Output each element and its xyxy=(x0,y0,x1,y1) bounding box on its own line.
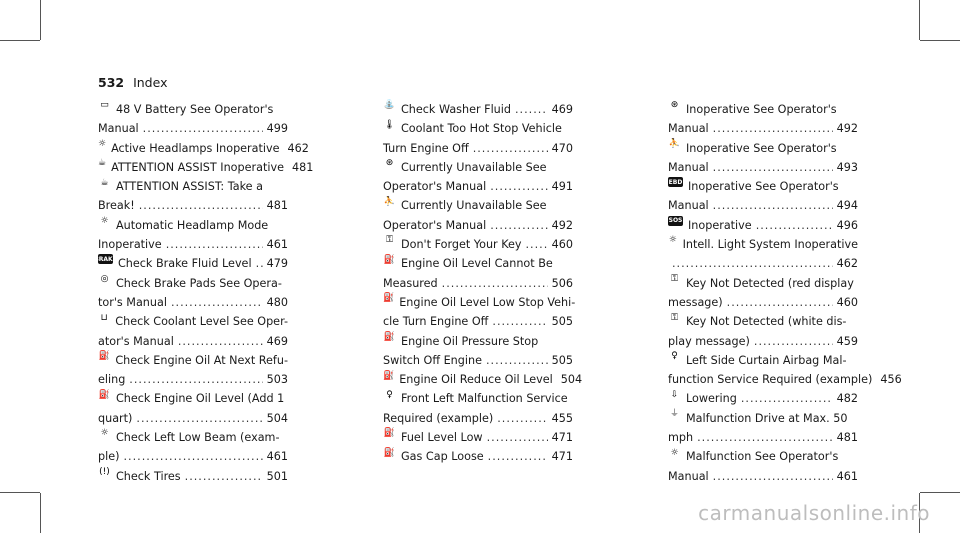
dot-leader xyxy=(139,196,263,215)
index-entry-text: Malfunction Drive at Max. 50 xyxy=(686,411,848,425)
index-entry-text: tor's Manual xyxy=(98,295,167,309)
index-entry-text: ATTENTION ASSIST: Take a xyxy=(116,180,263,194)
index-entry-line xyxy=(383,428,573,447)
index-entry-line xyxy=(668,216,858,235)
brake-icon: BRAKE xyxy=(94,255,117,263)
index-entry[interactable] xyxy=(668,177,858,216)
index-entry-text: Operator's Manual xyxy=(383,218,487,232)
airbag-icon: ♀ xyxy=(671,351,678,362)
index-page-number: 493 xyxy=(836,160,858,174)
index-entry[interactable] xyxy=(383,254,573,293)
index-entry-line xyxy=(98,119,288,138)
index-entry-text: Check Engine Oil At Next Refu- xyxy=(115,353,288,367)
index-entry-line xyxy=(94,254,288,273)
index-page-number: 481 xyxy=(836,431,858,445)
index-entry-line xyxy=(98,428,288,447)
index-entry-text: Active Headlamps Inoperative xyxy=(111,141,280,155)
index-page-number: 492 xyxy=(551,218,573,232)
index-entry-line xyxy=(668,312,858,331)
index-entry-line xyxy=(668,158,858,177)
index-entry-line xyxy=(98,100,288,119)
index-entry-line xyxy=(98,158,314,177)
dot-leader xyxy=(143,119,263,138)
index-entry-line xyxy=(383,216,573,235)
index-entry-line xyxy=(668,177,858,196)
index-entry-line xyxy=(383,370,583,389)
dot-leader xyxy=(185,467,263,486)
index-entry-text: Manual xyxy=(668,469,709,483)
index-page-number: 461 xyxy=(266,450,288,464)
index-page-number: 460 xyxy=(551,238,573,252)
index-page-number: 462 xyxy=(287,141,309,155)
dot-leader xyxy=(526,235,548,254)
ebd-icon: EBD xyxy=(668,178,683,186)
index-entry-line xyxy=(383,196,573,215)
attention-assist-icon: ☕ xyxy=(98,158,107,169)
index-page-number: 481 xyxy=(291,160,314,174)
watermark: carmanualsonline.info xyxy=(698,501,930,525)
index-entry-line xyxy=(668,447,858,466)
index-entry-line xyxy=(383,274,573,293)
index-page-number: 494 xyxy=(836,199,858,213)
index-entry-text: Intell. Light System Inoperative xyxy=(682,238,858,252)
dot-leader xyxy=(713,467,833,486)
crop-mark xyxy=(40,0,41,40)
index-entry-line xyxy=(668,254,858,273)
index-entry-text: Manual xyxy=(668,122,709,136)
headlamp-icon: ☼ xyxy=(100,428,109,439)
key-icon: ⚿ xyxy=(386,235,393,246)
crop-mark xyxy=(920,40,960,41)
index-entry[interactable] xyxy=(668,351,902,390)
index-page-number: 482 xyxy=(836,392,858,406)
dot-leader xyxy=(515,100,548,119)
index-page-number: 499 xyxy=(266,122,288,136)
washer-fluid-icon: ⛲ xyxy=(383,100,396,111)
dot-leader xyxy=(713,196,833,215)
index-entry[interactable] xyxy=(98,351,288,390)
index-entry-text: Check Washer Fluid xyxy=(401,103,511,116)
index-entry-line xyxy=(98,351,288,370)
index-entry-text: 48 V Battery See Operator's xyxy=(116,103,274,116)
index-entry[interactable] xyxy=(383,332,573,371)
index-page-number: 504 xyxy=(266,411,288,425)
index-page-number: 505 xyxy=(551,315,573,329)
index-entry[interactable] xyxy=(98,312,288,351)
sos-icon: SOS xyxy=(668,217,683,225)
seat-icon: ⛹ xyxy=(383,196,396,207)
oil-can-icon: ⛽ xyxy=(383,370,395,381)
index-entry-line xyxy=(668,409,858,428)
index-page-number: 481 xyxy=(266,199,288,213)
index-entry-text: Check Brake Fluid Level xyxy=(118,257,252,271)
crop-mark xyxy=(0,40,40,41)
index-entry-text: ator's Manual xyxy=(98,334,174,348)
index-entry[interactable] xyxy=(98,100,288,139)
index-entry[interactable] xyxy=(98,467,288,486)
index-entry[interactable] xyxy=(98,428,288,467)
index-entry-line xyxy=(383,389,573,408)
index-entry-text: Manual xyxy=(668,199,709,213)
seat-icon: ⛹ xyxy=(668,138,681,149)
crop-mark xyxy=(919,0,920,40)
index-page-number: 491 xyxy=(551,180,573,194)
dot-leader xyxy=(490,177,547,196)
index-entry[interactable] xyxy=(668,216,858,235)
index-entry-text: Inoperative See Operator's xyxy=(686,103,837,116)
dot-leader xyxy=(129,370,262,389)
index-entry-text: Don't Forget Your Key xyxy=(401,238,522,252)
index-entry-text: quart) xyxy=(98,411,133,425)
service-icon: ⊛ xyxy=(385,158,394,169)
index-entry[interactable] xyxy=(668,447,858,486)
index-entry-text: Inoperative See Operator's xyxy=(688,180,839,194)
index-entry-line xyxy=(383,332,573,351)
index-entry-line xyxy=(383,119,573,138)
oil-can-icon: ⛽ xyxy=(383,293,395,304)
index-entry-text: Measured xyxy=(383,276,438,290)
index-entry[interactable] xyxy=(383,428,573,447)
index-entry-text: message) xyxy=(668,295,723,309)
index-entry[interactable] xyxy=(98,274,288,313)
index-entry[interactable] xyxy=(383,447,573,466)
oil-can-icon: ⛽ xyxy=(383,254,396,265)
index-entry-line xyxy=(668,235,858,254)
index-page-number: 469 xyxy=(266,334,288,348)
index-entry-line xyxy=(98,177,288,196)
index-entry-text: Check Coolant Level See Oper- xyxy=(115,315,288,329)
crop-mark xyxy=(920,492,960,493)
index-entry[interactable] xyxy=(98,177,288,216)
tire-pressure-icon: (!) xyxy=(99,467,110,477)
index-entry-text: Engine Oil Reduce Oil Level xyxy=(399,373,553,387)
index-entry-text: Inoperative xyxy=(688,218,752,232)
dot-leader xyxy=(178,332,263,351)
dot-leader xyxy=(756,216,833,235)
index-entry-text: Currently Unavailable See xyxy=(401,199,547,213)
index-entry-line xyxy=(98,332,288,351)
index-entry-line xyxy=(98,196,288,215)
index-entry-line xyxy=(383,312,573,331)
index-entry-line xyxy=(668,332,858,351)
index-entry-text: Check Engine Oil Level (Add 1 xyxy=(116,392,285,406)
index-entry-line xyxy=(383,235,573,254)
index-column-2 xyxy=(383,100,583,467)
index-entry-text: cle Turn Engine Off xyxy=(383,315,489,329)
index-entry-line xyxy=(98,293,288,312)
index-entry[interactable] xyxy=(383,293,576,332)
index-entry-line xyxy=(383,100,573,119)
page-header xyxy=(98,75,168,90)
headlamp-icon: ☼ xyxy=(98,138,107,149)
index-entry-text: Automatic Headlamp Mode xyxy=(116,218,269,232)
dot-leader xyxy=(754,332,833,351)
index-entry-line xyxy=(383,177,573,196)
index-entry-line xyxy=(98,235,288,254)
index-entry[interactable] xyxy=(98,138,309,158)
index-entry-line xyxy=(98,467,288,486)
index-page-number: 492 xyxy=(836,122,858,136)
fuel-icon: ⛽ xyxy=(383,447,396,458)
coolant-level-icon: ⊔ xyxy=(100,312,108,323)
dot-leader xyxy=(697,428,833,447)
index-entry[interactable] xyxy=(94,254,288,273)
index-entry-text: Lowering xyxy=(686,392,737,406)
index-entry-text: Malfunction See Operator's xyxy=(686,450,839,464)
dot-leader xyxy=(488,447,548,466)
index-entry-line xyxy=(98,274,288,293)
dot-leader xyxy=(727,293,833,312)
index-entry-line xyxy=(383,254,573,273)
index-entry-line xyxy=(668,467,858,486)
index-entry[interactable] xyxy=(668,312,858,351)
oil-can-icon: ⛽ xyxy=(383,331,396,342)
index-entry[interactable] xyxy=(383,158,573,197)
index-entry-text: Engine Oil Pressure Stop xyxy=(401,334,539,348)
index-entry-text: Key Not Detected (red display xyxy=(686,276,854,290)
index-entry-line xyxy=(98,138,309,158)
key-icon: ⚿ xyxy=(671,274,678,285)
index-entry[interactable] xyxy=(383,100,573,119)
index-page-number: 479 xyxy=(266,257,288,271)
oil-can-icon: ⛽ xyxy=(98,389,111,400)
dot-leader xyxy=(473,139,548,158)
index-page-number: 480 xyxy=(266,295,288,309)
index-entry[interactable] xyxy=(668,274,858,313)
index-column-1 xyxy=(94,100,314,486)
index-page-number: 504 xyxy=(560,373,583,387)
index-entry-line xyxy=(98,409,288,428)
headlamp-icon: ☼ xyxy=(668,235,677,246)
dot-leader xyxy=(497,409,547,428)
index-page-number: 459 xyxy=(836,334,858,348)
index-entry-text: function Service Required (example) xyxy=(668,373,873,387)
crop-mark xyxy=(40,493,41,533)
index-entry-text: Gas Cap Loose xyxy=(401,450,484,464)
index-entry-text: Inoperative See Operator's xyxy=(686,141,837,155)
index-entry-text: Coolant Too Hot Stop Vehicle xyxy=(401,122,562,136)
index-page-number: 503 xyxy=(266,373,288,387)
index-entry-line xyxy=(383,158,573,177)
index-page-number: 461 xyxy=(836,469,858,483)
index-entry-text: mph xyxy=(668,431,694,445)
index-page-number: 456 xyxy=(880,373,902,387)
index-entry-text: Manual xyxy=(668,160,709,174)
attention-assist-icon: ☕ xyxy=(100,177,109,188)
lowering-icon: ⇩ xyxy=(670,389,679,400)
index-entry-line xyxy=(668,139,858,158)
index-entry-text: Key Not Detected (white dis- xyxy=(686,315,847,329)
brake-pads-icon: ◎ xyxy=(100,274,109,285)
index-page-number: 471 xyxy=(551,431,573,445)
index-entry-text: ATTENTION ASSIST Inoperative xyxy=(111,160,284,174)
index-entry-line xyxy=(668,428,858,447)
index-entry-line xyxy=(383,447,573,466)
index-entry-text: Currently Unavailable See xyxy=(401,160,547,174)
crop-mark xyxy=(0,492,40,493)
index-page-number: 455 xyxy=(551,411,573,425)
index-entry-line xyxy=(668,293,858,312)
index-entry-text: Switch Off Engine xyxy=(383,353,482,367)
index-entry-text: Front Left Malfunction Service xyxy=(401,392,568,406)
dot-leader xyxy=(136,409,262,428)
index-entry-text: Check Left Low Beam (exam- xyxy=(116,431,280,445)
index-entry-line xyxy=(668,389,858,408)
page-number: 532 xyxy=(98,75,125,90)
index-entry-text: Inoperative xyxy=(98,238,162,252)
dot-leader xyxy=(442,274,548,293)
key-icon: ⚿ xyxy=(671,312,678,323)
index-page-number: 470 xyxy=(551,141,573,155)
index-page-number: 460 xyxy=(836,295,858,309)
index-entry[interactable] xyxy=(98,389,288,428)
index-entry-text: Break! xyxy=(98,199,135,213)
dot-leader xyxy=(123,447,262,466)
headlamp-icon: ☼ xyxy=(100,216,109,227)
index-page-number: 496 xyxy=(836,218,858,232)
index-entry-line xyxy=(98,216,288,235)
index-column-3 xyxy=(668,100,902,486)
index-entry-text: Engine Oil Level Cannot Be xyxy=(401,257,553,271)
index-entry-text: ple) xyxy=(98,450,120,464)
index-page-number: 462 xyxy=(836,257,858,271)
index-entry[interactable] xyxy=(668,409,858,448)
page-title: Index xyxy=(133,75,168,90)
index-entry-text: Turn Engine Off xyxy=(383,141,469,155)
index-entry-line xyxy=(383,409,573,428)
dot-leader xyxy=(166,235,263,254)
drive-icon: ⏚ xyxy=(669,409,679,420)
headlamp-icon: ☼ xyxy=(670,447,679,458)
index-entry-line xyxy=(383,293,576,312)
index-page-number: 501 xyxy=(266,469,288,483)
index-entry[interactable] xyxy=(668,389,858,408)
index-entry-line xyxy=(98,370,288,389)
index-page-number: 506 xyxy=(551,276,573,290)
index-entry[interactable] xyxy=(383,235,573,254)
index-entry-line xyxy=(668,119,858,138)
index-entry-line xyxy=(668,196,858,215)
index-entry-text: Engine Oil Level Low Stop Vehi- xyxy=(399,295,576,309)
dot-leader xyxy=(490,216,547,235)
index-entry-text: play message) xyxy=(668,334,750,348)
index-entry[interactable] xyxy=(98,216,288,255)
dot-leader xyxy=(741,389,833,408)
index-page-number: 461 xyxy=(266,238,288,252)
oil-can-icon: ⛽ xyxy=(98,351,110,362)
index-entry-line xyxy=(668,100,858,119)
index-entry-line xyxy=(98,312,288,331)
index-entry[interactable] xyxy=(668,100,858,139)
index-entry[interactable] xyxy=(383,370,583,389)
battery-icon: ▭ xyxy=(100,100,109,111)
index-entry-text: Fuel Level Low xyxy=(401,431,483,445)
fuel-icon: ⛽ xyxy=(383,428,396,439)
index-entry-text: Manual xyxy=(98,122,139,136)
coolant-temp-icon: 🌡 xyxy=(383,119,396,130)
index-page-number: 469 xyxy=(551,103,573,116)
index-entry-line xyxy=(98,389,288,408)
index-entry[interactable] xyxy=(383,389,573,428)
service-icon: ⊛ xyxy=(670,100,679,111)
index-entry-line xyxy=(668,370,902,389)
index-entry-line xyxy=(383,139,573,158)
index-entry-text: Left Side Curtain Airbag Mal- xyxy=(686,353,847,367)
index-entry[interactable] xyxy=(98,158,314,177)
index-entry[interactable] xyxy=(383,196,573,235)
index-entry-line xyxy=(98,447,288,466)
index-entry-text: eling xyxy=(98,373,126,387)
index-entry[interactable] xyxy=(668,139,858,178)
index-entry-text: Operator's Manual xyxy=(383,180,487,194)
index-entry-text: Check Tires xyxy=(116,469,181,483)
index-entry[interactable] xyxy=(383,119,573,158)
dot-leader xyxy=(487,428,548,447)
dot-leader xyxy=(713,158,833,177)
index-page-number: 505 xyxy=(551,353,573,367)
dot-leader xyxy=(672,254,833,273)
index-entry-text: Required (example) xyxy=(383,411,494,425)
airbag-icon: ♀ xyxy=(386,389,393,400)
index-entry-line xyxy=(668,274,858,293)
index-entry-line xyxy=(383,351,573,370)
dot-leader xyxy=(486,351,548,370)
dot-leader xyxy=(256,254,263,273)
index-entry-text: Check Brake Pads See Opera- xyxy=(116,276,282,290)
dot-leader xyxy=(492,312,547,331)
index-entry-line xyxy=(668,351,858,370)
dot-leader xyxy=(713,119,833,138)
index-entry[interactable] xyxy=(668,235,858,274)
dot-leader xyxy=(171,293,263,312)
index-page-number: 471 xyxy=(551,450,573,464)
